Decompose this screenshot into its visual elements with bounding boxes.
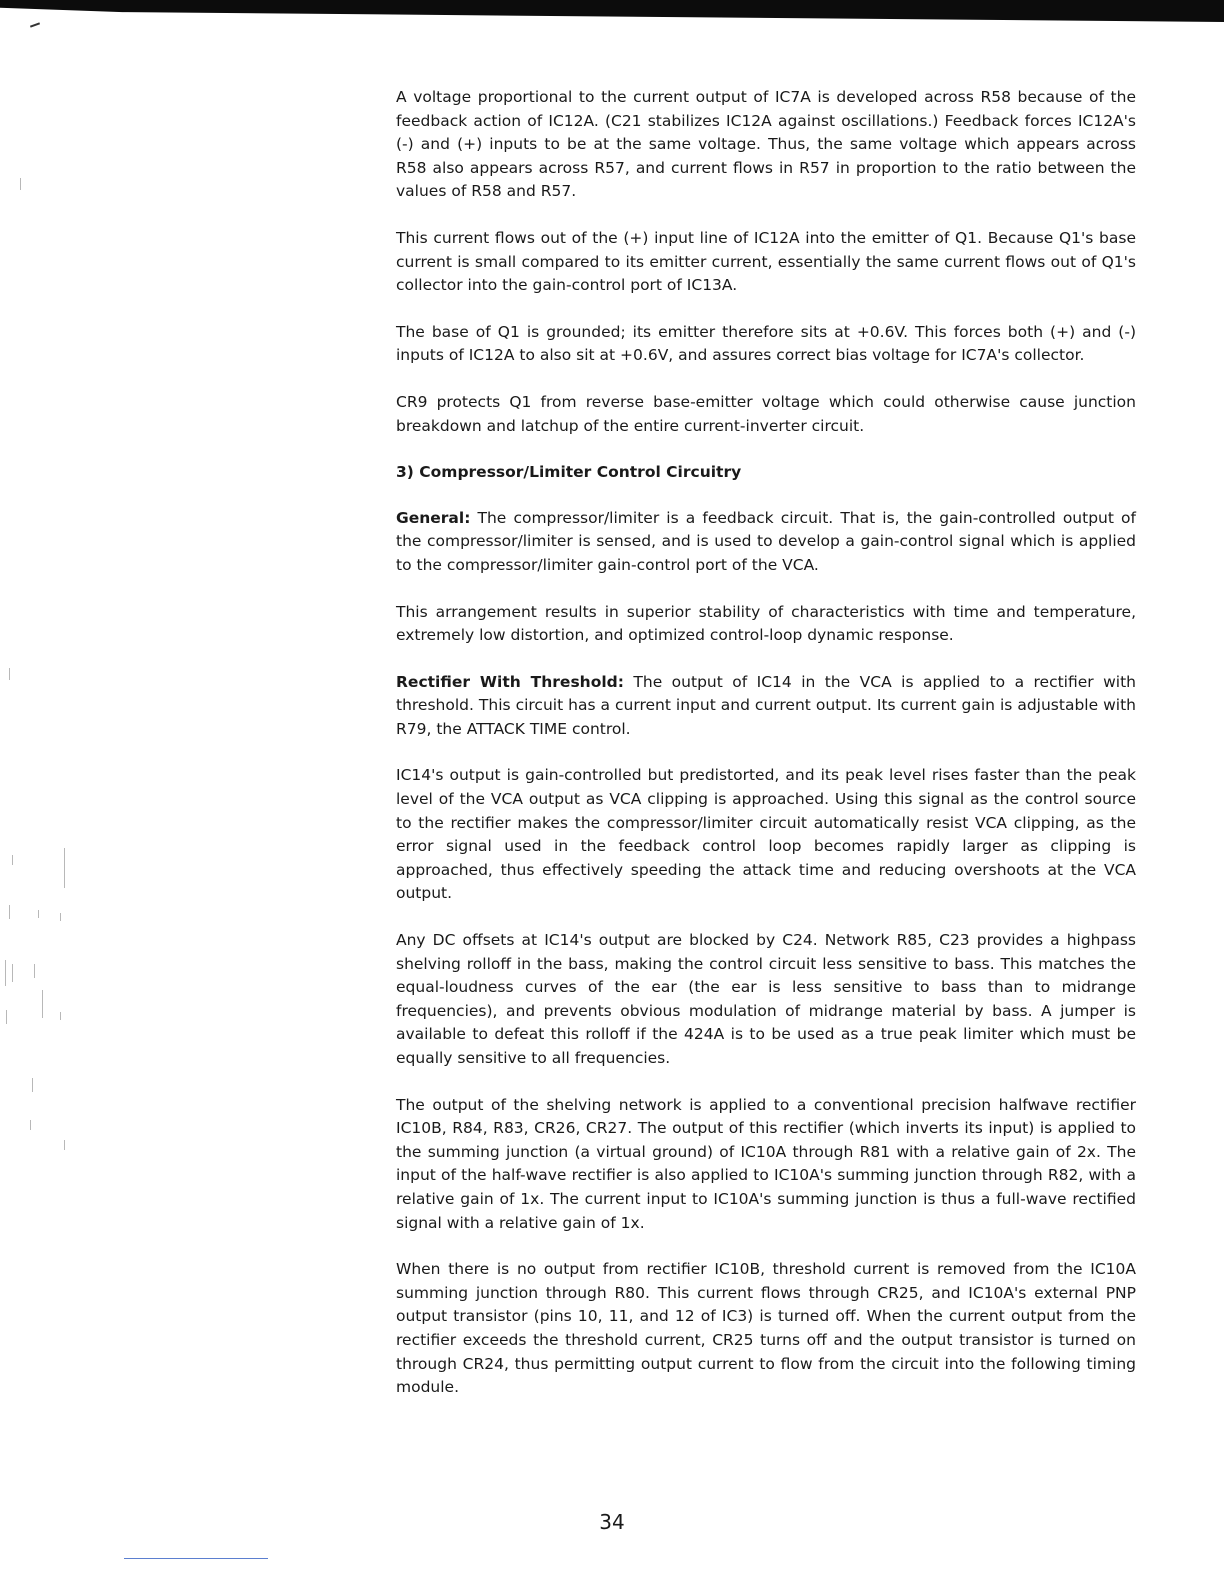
paragraph-text: CR9 protects Q1 from reverse base-emitter voltage which could otherwise cause junction breakdown and latchup of the entire current-inverter circuit.	[396, 392, 1136, 435]
paragraph-text: This arrangement results in superior stability of characteristics with time and temperature, extremely low distortion, and optimized control-loop dynamic response.	[396, 602, 1136, 645]
paragraph-8	[396, 764, 1136, 906]
paragraph-text: The output of the shelving network is applied to a conventional precision halfwave rectifier IC10B, R84, R83, CR26, CR27. The output of this rectifier (which inverts its input) is applied to the summing junction (a virtual ground) of IC10A through R81 with a relative gain of 2x. The input of the half-wave rectifier is also applied to IC10A's summing junction through R82, with a relative gain of 1x. The current input to IC10A's summing junction is thus a full-wave rectified signal with a relative gain of 1x.	[396, 1095, 1136, 1232]
paragraph-rectifier	[396, 671, 1136, 742]
paragraph-text: A voltage proportional to the current output of IC7A is developed across R58 because of the feedback action of IC12A. (C21 stabilizes IC12A against oscillations.) Feedback forces IC12A's (-) and (+) inputs to be at the same voltage. Thus, the same voltage which appears across R58 also appears across R57, and current flows in R57 in proportion to the ratio between the values of R58 and R57.	[396, 88, 1136, 201]
paragraph-text: The output of IC14 in the VCA is applied to a rectifier with threshold. This circuit has a current input and current output. Its current gain is adjustable with R79, the ATTACK TIME control.	[396, 672, 1136, 738]
paragraph-10	[396, 1094, 1136, 1236]
section-heading: 3) Compressor/Limiter Control Circuitry	[396, 463, 742, 482]
paragraph-6	[396, 601, 1136, 648]
footer-rule	[124, 1558, 268, 1559]
paragraph-text: This current flows out of the (+) input line of IC12A into the emitter of Q1. Because Q1's base current is small compared to its emitter current, essentially the same current flows out of Q1's collector into the gain-control port of IC13A.	[396, 228, 1136, 295]
paragraph-2	[396, 227, 1136, 298]
paragraph-general	[396, 507, 1136, 578]
paragraph-text: Any DC offsets at IC14's output are blocked by C24. Network R85, C23 provides a highpass shelving rolloff in the bass, making the control circuit less sensitive to bass. This matches the equal-loudness curves of the ear (the ear is less sensitive to bass than to midrange frequencies), and prevents obvious modulation of midrange material by bass. A jumper is available to defeat this rolloff if the 424A is to be used as a true peak limiter which must be equally sensitive to all frequencies.	[396, 931, 1136, 1067]
page-number: 34	[599, 1510, 625, 1534]
paragraph-lead: General:	[396, 508, 471, 527]
scan-margin-marks	[0, 0, 80, 1584]
paragraph-text: The base of Q1 is grounded; its emitter therefore sits at +0.6V. This forces both (+) and (-) inputs of IC12A to also sit at +0.6V, and assures correct bias voltage for IC7A's collector.	[396, 322, 1136, 365]
document-body	[396, 86, 1136, 1423]
paragraph-text: IC14's output is gain-controlled but predistorted, and its peak level rises faster than the peak level of the VCA output as VCA clipping is approached. Using this signal as the control source to the rectifier makes the compressor/limiter circuit automatically resist VCA clipping, as the error signal used in the feedback control loop becomes rapidly larger as clipping is approached, thus effectively speeding the attack time and reducing overshoots at the VCA output.	[396, 766, 1136, 903]
paragraph-text: The compressor/limiter is a feedback circuit. That is, the gain-controlled output of the compressor/limiter is sensed, and is used to develop a gain-control signal which is applied to the compressor/limiter gain-control port of the VCA.	[396, 508, 1136, 574]
paragraph-9	[396, 929, 1136, 1071]
paragraph-text: When there is no output from rectifier IC10B, threshold current is removed from the IC10A summing junction through R80. This current flows through CR25, and IC10A's external PNP output transistor (pins 10, 11, and 12 of IC3) is turned off. When the current output from the rectifier exceeds the threshold current, CR25 turns off and the output transistor is turned on through CR24, thus permitting output current to flow from the circuit into the following timing module.	[396, 1260, 1136, 1397]
paragraph-4	[396, 391, 1136, 438]
paragraph-1	[396, 86, 1136, 204]
paragraph-lead: Rectifier With Threshold:	[396, 672, 624, 691]
paragraph-11	[396, 1258, 1136, 1400]
paragraph-3	[396, 321, 1136, 368]
scan-top-border	[0, 0, 1224, 22]
